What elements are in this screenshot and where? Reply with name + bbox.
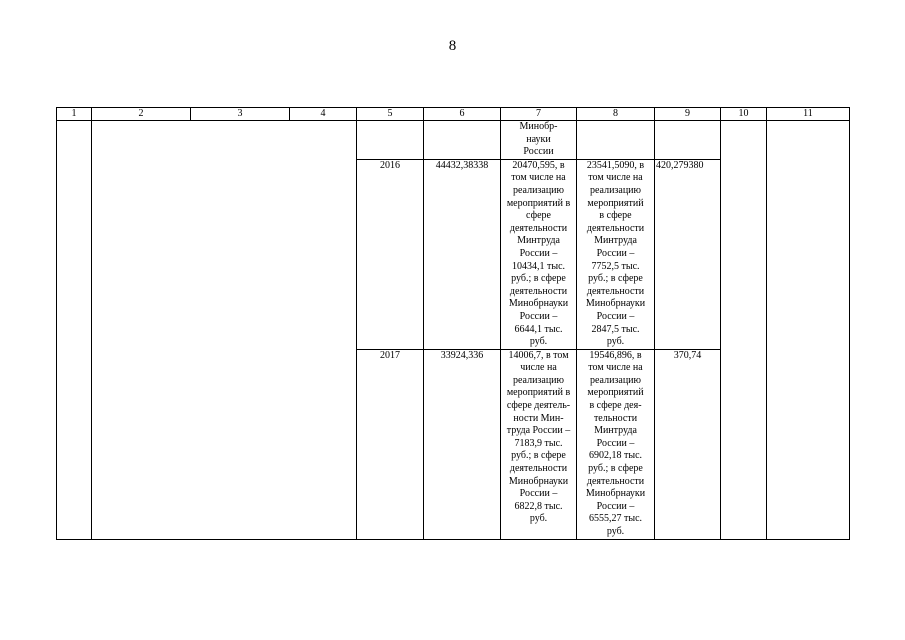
text-line: в сфере [599,210,632,222]
text-line: России – [596,310,635,322]
col9-cell: 420,279380 [655,159,721,349]
text-line: 10434,1 тыс. [511,260,566,272]
header-cell-1: 1 [57,108,92,121]
text-line: 23541,5090, в [586,159,645,171]
col8-cell [577,159,655,349]
text-line: России [523,146,554,158]
text-line: 2847,5 тыс. [591,323,640,335]
total-cell: 44432,38338 [424,159,501,349]
text-line: труда России – [506,425,571,437]
text-line: России – [596,500,635,512]
total-cell: 33924,336 [424,349,501,539]
text-line: 6644,1 тыс. [514,323,563,335]
text-line: том числе на [588,362,643,374]
text-line: 20470,595, в [512,159,565,171]
text-line: Минобр- [519,121,558,132]
cell-col8 [577,121,655,160]
col7-cell [501,349,577,539]
text-line: руб.; в сфере [588,463,643,475]
text-line: деятельности [586,475,645,487]
text-line: 6902,18 тыс. [588,450,643,462]
text-line: тельности [593,412,638,424]
text-line: деятельности [509,285,568,297]
budget-table [56,107,850,540]
header-cell-11: 11 [767,108,850,121]
text-line: мероприятий [587,387,644,399]
year-cell: 2016 [357,159,424,349]
text-line: деятельности [509,222,568,234]
text-line: руб.; в сфере [588,273,643,285]
text-line: 19546,896, в [589,349,642,361]
cell-col6 [424,121,501,160]
header-cell-6: 6 [424,108,501,121]
cell-col5 [357,121,424,160]
col9-cell: 370,74 [655,349,721,539]
header-row [57,108,850,121]
page-number: 8 [448,38,457,54]
merged-cell-col11 [767,121,850,540]
text-line: России – [519,310,558,322]
merged-cell-col10 [721,121,767,540]
text-line: 7752,5 тыс. [591,260,640,272]
text-line: реализацию [513,184,564,196]
header-cell-10: 10 [721,108,767,121]
col7-cell [501,159,577,349]
text-line: Минтруда [594,425,637,437]
merged-cell-col2-4 [92,121,357,540]
text-line: науки [526,133,551,145]
cell-col9 [655,121,721,160]
text-line: деятельности [586,285,645,297]
header-cell-2: 2 [92,108,191,121]
text-line: сфере деятель- [506,400,571,412]
text-line: руб.; в сфере [511,273,566,285]
header-cell-3: 3 [191,108,290,121]
text-line: том числе на [588,172,643,184]
text-line: России – [596,437,635,449]
text-line: России – [519,488,558,500]
year-cell: 2017 [357,349,424,539]
header-cell-4: 4 [290,108,357,121]
text-line: в сфере дея- [589,400,642,412]
text-line: руб. [529,513,548,525]
text-line: числе на [520,362,557,374]
text-line: Минтруда [517,235,560,247]
col8-cell [577,349,655,539]
text-line: руб. [606,526,625,537]
text-line: Минтруда [594,235,637,247]
text-line: реализацию [590,374,641,386]
text-line: деятельности [509,463,568,475]
text-line: ности Мин- [513,412,564,424]
text-line: мероприятий в [506,197,571,209]
merged-cell-col1 [57,121,92,540]
header-cell-9: 9 [655,108,721,121]
text-line: 6822,8 тыс. [514,500,563,512]
table-row [57,121,850,160]
text-line: Минобрнауки [508,298,569,310]
text-line: Минобрнауки [508,475,569,487]
text-line: деятельности [586,222,645,234]
text-line: Минобрнауки [585,488,646,500]
cell-col7 [501,121,577,160]
text-line: России – [596,247,635,259]
text-line: 7183,9 тыс. [514,437,563,449]
text-line: реализацию [590,184,641,196]
text-line: 6555,27 тыс. [588,513,643,525]
text-line: мероприятий [587,197,644,209]
text-line: реализацию [513,374,564,386]
header-cell-5: 5 [357,108,424,121]
text-line: Минобрнауки [585,298,646,310]
text-line: том числе на [511,172,566,184]
header-cell-7: 7 [501,108,577,121]
header-cell-8: 8 [577,108,655,121]
text-line: России – [519,247,558,259]
text-line: мероприятий в [506,387,571,399]
text-line: сфере [526,210,551,222]
text-line: руб. [606,336,625,348]
text-line: руб. [529,336,548,348]
text-line: руб.; в сфере [511,450,566,462]
text-line: 14006,7, в том [508,349,569,361]
